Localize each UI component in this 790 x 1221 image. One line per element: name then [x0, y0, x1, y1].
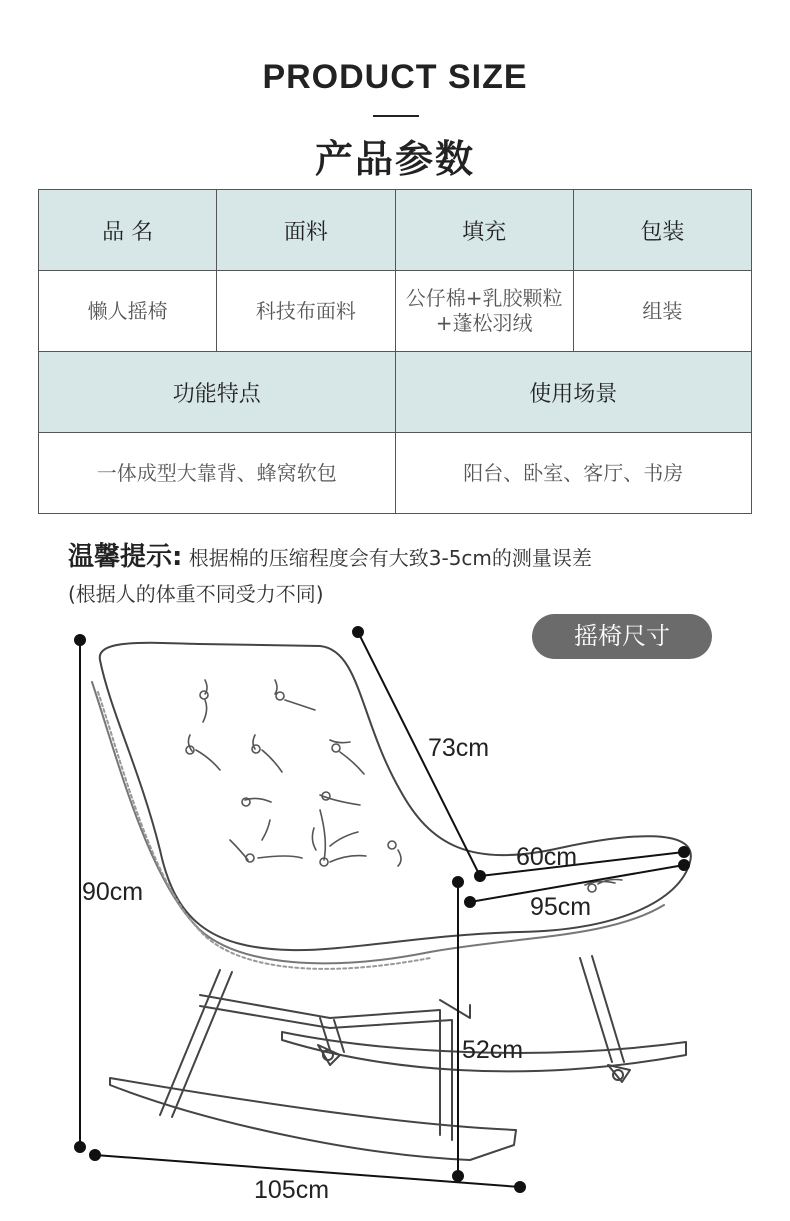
- dim-label-height: 90cm: [82, 878, 144, 906]
- value-cell-packing: 组装: [573, 271, 751, 352]
- title-english: PRODUCT SIZE: [262, 58, 528, 96]
- parameter-table: [38, 189, 752, 514]
- chair-frame: [160, 970, 452, 1140]
- rocking-chair-diagram: [0, 600, 790, 1221]
- tip-text: 根据棉的压缩程度会有大致3-5cm的测量误差: [188, 546, 592, 570]
- value-cell-filling: [395, 271, 573, 352]
- header-cell-features: 功能特点: [39, 352, 396, 433]
- dim-label-length: 105cm: [254, 1176, 330, 1204]
- chair-cushion-outline: [100, 643, 691, 950]
- header-cell-filling: 填充: [395, 190, 573, 271]
- title-divider: [373, 115, 419, 117]
- dim-label-back: 73cm: [428, 734, 490, 762]
- measurement-tip: [68, 536, 592, 573]
- dim-label-seat-height: 52cm: [462, 1036, 524, 1064]
- value-cell-features: 一体成型大靠背、蜂窝软包: [39, 433, 396, 514]
- filling-line-2: +蓬松羽绒: [435, 311, 533, 335]
- filling-line-1: 公仔棉+乳胶颗粒: [405, 286, 563, 310]
- value-cell-fabric: 科技布面料: [217, 271, 395, 352]
- header-cell-packing: 包装: [573, 190, 751, 271]
- table-header-row: [39, 352, 752, 433]
- table-row: [39, 271, 752, 352]
- value-cell-scenes: 阳台、卧室、客厅、书房: [395, 433, 752, 514]
- dim-label-depth: 95cm: [530, 893, 592, 921]
- table-row: [39, 433, 752, 514]
- dim-label-seat-width: 60cm: [516, 843, 578, 871]
- header-cell-name: 品 名: [39, 190, 217, 271]
- tip-note: (根据人的体重不同受力不同): [68, 582, 324, 606]
- table-header-row: [39, 190, 752, 271]
- tip-label: 温馨提示:: [68, 542, 183, 572]
- title-chinese: 产品参数: [314, 137, 475, 181]
- size-badge: 摇椅尺寸: [532, 614, 712, 659]
- value-cell-name: 懒人摇椅: [39, 271, 217, 352]
- header-cell-scenes: 使用场景: [395, 352, 752, 433]
- header-cell-fabric: 面料: [217, 190, 395, 271]
